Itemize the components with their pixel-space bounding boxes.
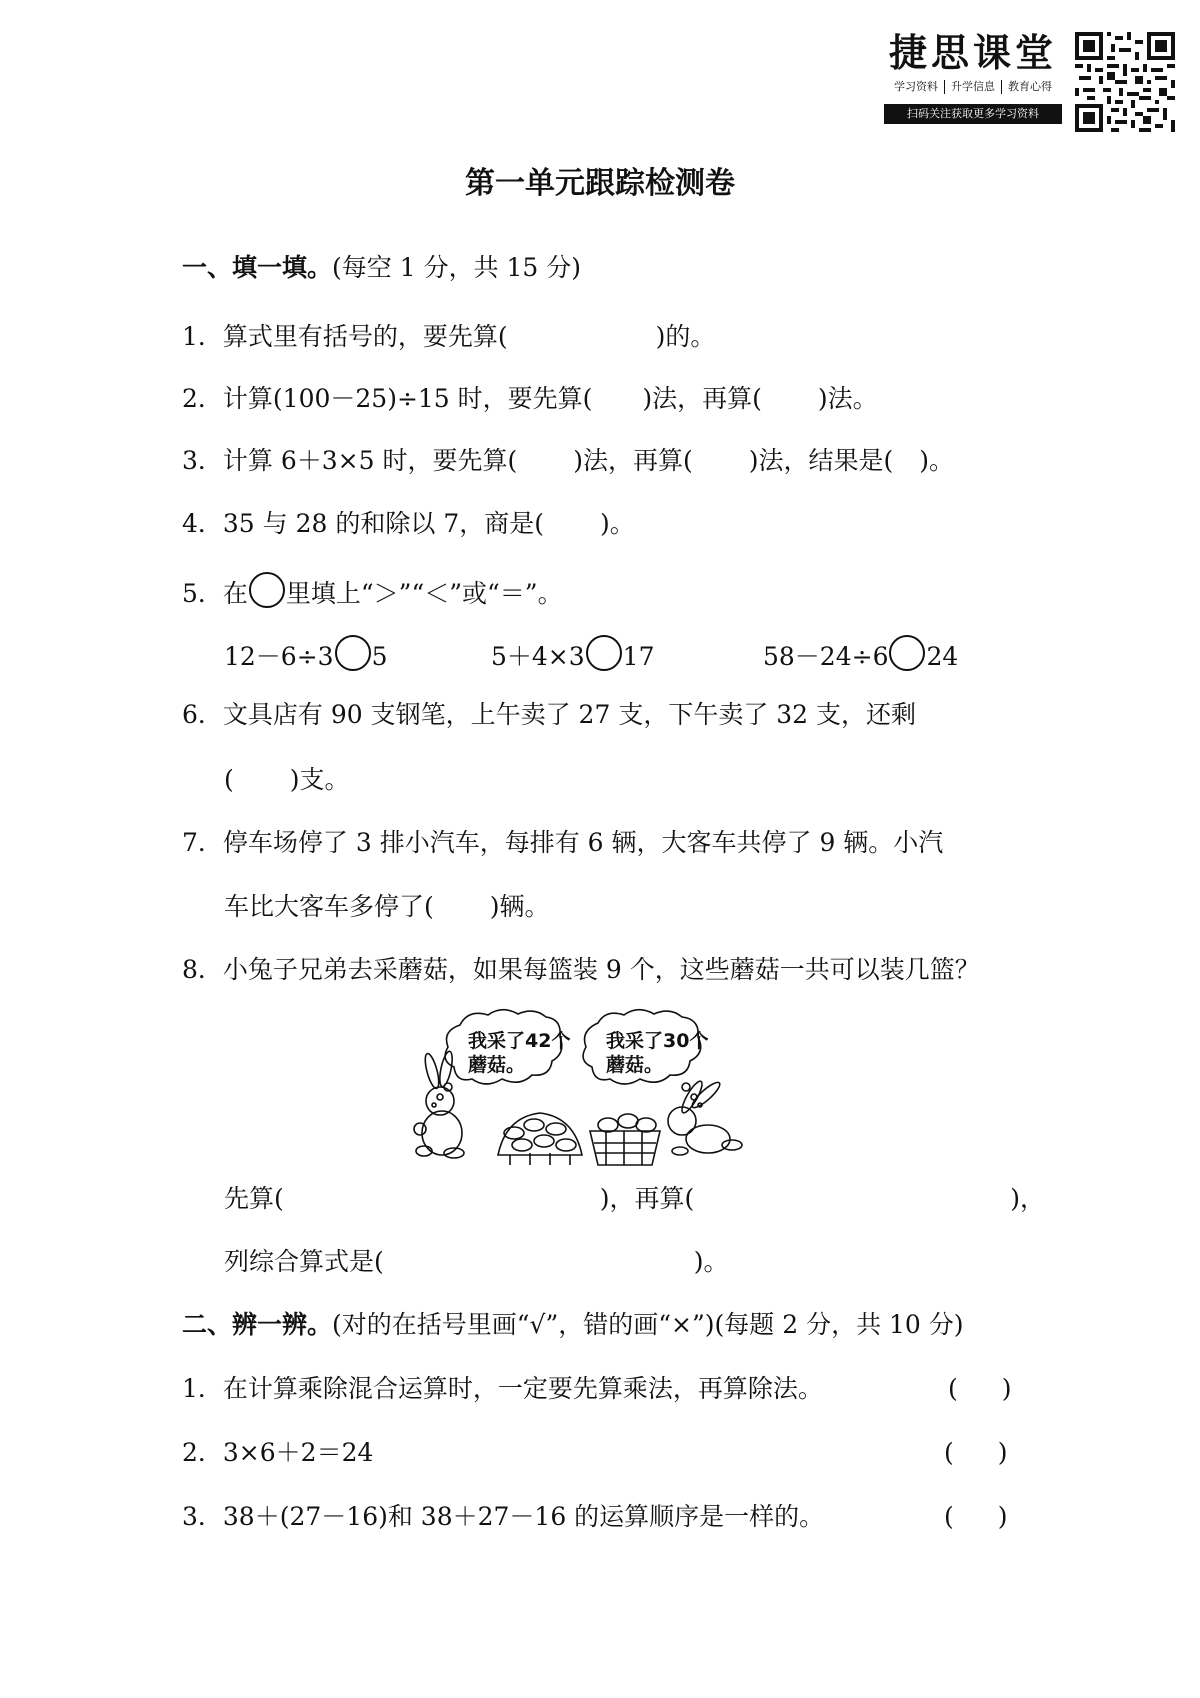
q5-item-3-left: 58－24÷6 [763, 642, 889, 671]
q6-text: 6．文具店有 90 支钢笔，上午卖了 27 支，下午卖了 32 支，还剩 [182, 700, 917, 729]
compare-circle[interactable] [335, 635, 371, 671]
q8-formula-end: )。 [693, 1247, 729, 1276]
question-7 [182, 825, 943, 861]
q7-text2: 车比大客车多停了( [224, 892, 434, 921]
q2-text: 2．计算(100－25)÷15 时，要先算( [182, 384, 593, 413]
page-title: 第一单元跟踪检测卷 [465, 166, 735, 201]
judge-item-1 [182, 1371, 823, 1407]
compare-circle[interactable] [889, 635, 925, 671]
section2-heading: 二、辨一辨。 [182, 1310, 333, 1339]
judge-item-2 [182, 1435, 373, 1471]
judge-answer-1[interactable] [948, 1371, 1012, 1407]
question-4 [182, 506, 635, 542]
q8-first: 先算( [224, 1184, 284, 1213]
q5-item-1 [224, 635, 387, 675]
bubble-2-line-2: 蘑菇。 [606, 1054, 664, 1076]
q5-item-1-right: 5 [371, 642, 388, 671]
rabbits-mushrooms-illustration [410, 1005, 810, 1175]
paren-open: ( [944, 1502, 954, 1531]
logo-sub-2: 升学信息 [945, 80, 1002, 94]
rabbit-right-icon [668, 1079, 742, 1155]
q5-item-2-left: 5＋4×3 [491, 642, 585, 671]
section1-heading: 一、填一填。 [182, 253, 333, 282]
paren-open: ( [944, 1438, 954, 1467]
q8-formula-text: 列综合算式是( [224, 1247, 384, 1276]
q3-text: 3．计算 6＋3×5 时，要先算( [182, 446, 518, 475]
logo-subtitles [884, 80, 1062, 94]
q7-end: )辆。 [489, 892, 550, 921]
judge-item-3 [182, 1499, 824, 1535]
judge-answer-2[interactable] [944, 1435, 1008, 1471]
q4-end: )。 [599, 509, 635, 538]
q8-mid: )，再算( [599, 1184, 695, 1213]
question-8 [182, 952, 980, 988]
question-1 [182, 319, 715, 355]
q6-end: )支。 [289, 765, 350, 794]
q2-mid: )法，再算( [642, 384, 762, 413]
q3-end: )。 [919, 446, 955, 475]
judge-answer-3[interactable] [944, 1499, 1008, 1535]
section1-heading-line [182, 250, 581, 286]
question-6-answer [224, 762, 350, 798]
compare-circle[interactable] [586, 635, 622, 671]
q8-formula [224, 1244, 729, 1280]
paren-close: ) [997, 1438, 1008, 1467]
q4-text: 4．35 与 28 的和除以 7，商是( [182, 509, 544, 538]
section2-heading-line [182, 1307, 964, 1343]
mushroom-pile-icon [498, 1113, 582, 1165]
question-5 [182, 572, 563, 612]
logo [884, 30, 1062, 124]
logo-sub-3: 教育心得 [1008, 80, 1052, 93]
q2-end: )法。 [817, 384, 878, 413]
bubble-1-line-2: 蘑菇。 [468, 1054, 526, 1076]
q5-item-2 [491, 635, 654, 675]
q8-first-step [224, 1181, 1045, 1217]
qr-code-icon [1075, 32, 1175, 132]
logo-sub-1: 学习资料 [888, 80, 945, 94]
question-6 [182, 697, 916, 733]
q5-text: 5．在 [182, 579, 248, 608]
q5-instruction: 里填上“＞”“＜”或“＝”。 [285, 579, 563, 608]
q5-item-2-right: 17 [622, 642, 655, 671]
paren-close: ) [997, 1502, 1008, 1531]
q6-open: ( [224, 765, 234, 794]
question-3 [182, 443, 954, 479]
bubble-2-line-1: 我采了30个 [606, 1030, 709, 1052]
q3-mid2: )法，结果是( [748, 446, 894, 475]
basket-icon [590, 1114, 660, 1165]
logo-title: 捷思课堂 [888, 30, 1057, 75]
q8-text: 8．小兔子兄弟去采蘑菇，如果每篮装 9 个，这些蘑菇一共可以装几篮？ [182, 955, 980, 984]
paren-close: ) [1001, 1374, 1012, 1403]
bubble-1-line-1: 我采了42个 [468, 1030, 571, 1052]
q1-text: 1．算式里有括号的，要先算( [182, 322, 508, 351]
question-7-answer [224, 889, 550, 925]
q5-item-3 [763, 635, 958, 675]
rabbit-left-icon [414, 1050, 464, 1158]
circle-icon [249, 572, 285, 608]
section2-note: (对的在括号里画“√”，错的画“×”)(每题 2 分，共 10 分) [332, 1310, 964, 1339]
paren-open: ( [948, 1374, 958, 1403]
question-2 [182, 381, 878, 417]
q7-text: 7．停车场停了 3 排小汽车，每排有 6 辆，大客车共停了 9 辆。小汽 [182, 828, 944, 857]
judge-item-2-text: 2．3×6＋2＝24 [182, 1438, 374, 1467]
section1-note: (每空 1 分，共 15 分) [332, 253, 582, 282]
q3-mid: )法，再算( [573, 446, 693, 475]
q5-item-3-right: 24 [926, 642, 959, 671]
q1-end: )的。 [655, 322, 716, 351]
logo-banner: 扫码关注获取更多学习资料 [884, 104, 1062, 124]
judge-item-3-text: 3．38＋(27－16)和 38＋27－16 的运算顺序是一样的。 [182, 1502, 825, 1531]
judge-item-1-text: 1．在计算乘除混合运算时，一定要先算乘法，再算除法。 [182, 1374, 823, 1403]
q5-item-1-left: 12－6÷3 [224, 642, 334, 671]
q8-end: )， [1010, 1184, 1046, 1213]
